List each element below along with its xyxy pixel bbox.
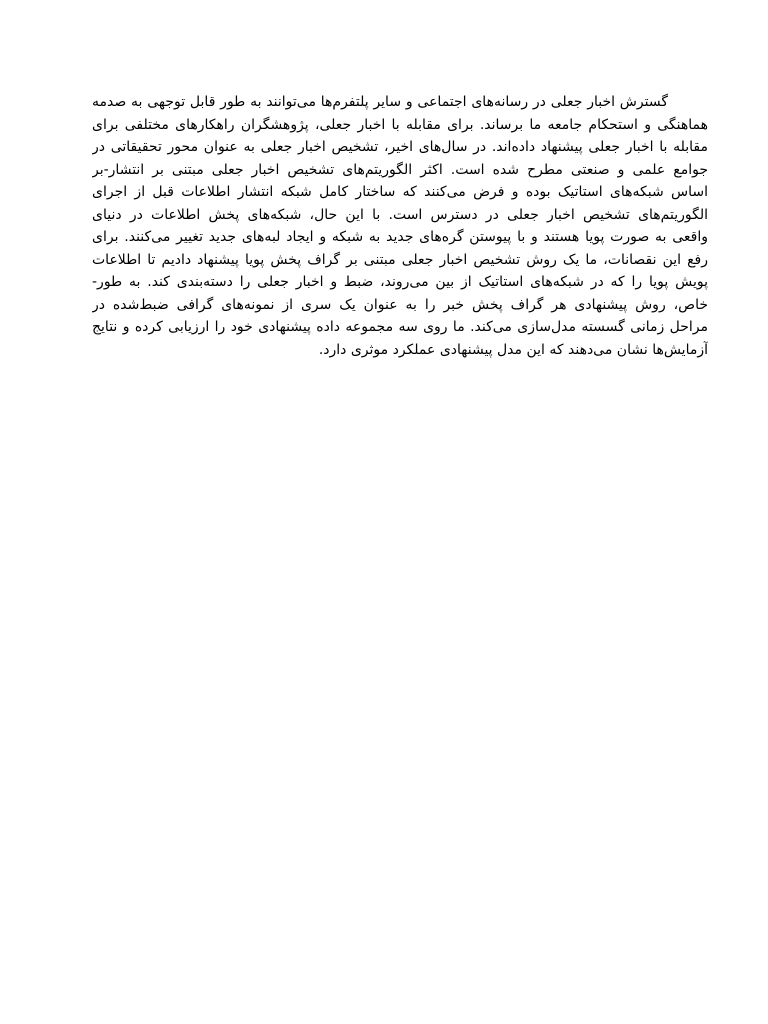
paragraph-line: اساس شبکه‌های استاتیک بوده و فرض می‌کنند که ساختار کامل شبکه انتشار اطلاعات قبل از اجرای	[92, 184, 708, 200]
paragraph-line: آزمایش‌ها نشان می‌دهند که این مدل پیشنهادی عملکرد موثری دارد.	[318, 341, 708, 358]
paragraph-line: واقعی به صورت پویا هستند و با پیوستن گره‌های جدید به شبکه و ایجاد لبه‌های جدید تغییر می‌کنند. برای	[92, 229, 708, 245]
abstract-paragraph	[92, 91, 708, 361]
paragraph-line: هماهنگی و استحکام جامعه ما برساند. برای مقابله با اخبار جعلی، پژوهشگران راهکارهای مختلفی برای	[92, 116, 708, 133]
paragraph-line: مقابله با اخبار جعلی پیشنهاد داده‌اند. در سال‌های اخیر، تشخیص اخبار جعلی به عنوان محور تحقیقاتی در	[92, 139, 708, 155]
paragraph-line: پویش پویا را که در شبکه‌های استاتیک از بین می‌روند، ضبط و اخبار جعلی را دسته‌بندی کند. به طور-	[92, 274, 708, 290]
paragraph-line: الگوریتم‌های تشخیص اخبار جعلی در دسترس است. با این حال، شبکه‌های پخش اطلاعات در دنیای	[92, 206, 708, 223]
paragraph-line: رفع این نقصانات، ما یک روش تشخیص اخبار جعلی مبتنی بر گراف پخش پویا پیشنهاد دادیم تا اطلاعات	[92, 251, 708, 268]
paragraph-line: جوامع علمی و صنعتی مطرح شده است. اکثر الگوریتم‌های تشخیص اخبار جعلی مبتنی بر انتشار-بر	[92, 161, 708, 178]
paragraph-line: خاص، روش پیشنهادی هر گراف پخش خبر را به عنوان یک سری از نمونه‌های گرافی ضبط‌شده در	[92, 296, 708, 313]
paragraph-line: مراحل زمانی گسسته مدل‌سازی می‌کند. ما روی سه مجموعه داده پیشنهادی خود را ارزیابی کرده و نتایج	[92, 319, 708, 335]
paragraph-line: گسترش اخبار جعلی در رسانه‌های اجتماعی و سایر پلتفرم‌ها می‌توانند به طور قابل توجهی به صدمه	[92, 94, 668, 110]
